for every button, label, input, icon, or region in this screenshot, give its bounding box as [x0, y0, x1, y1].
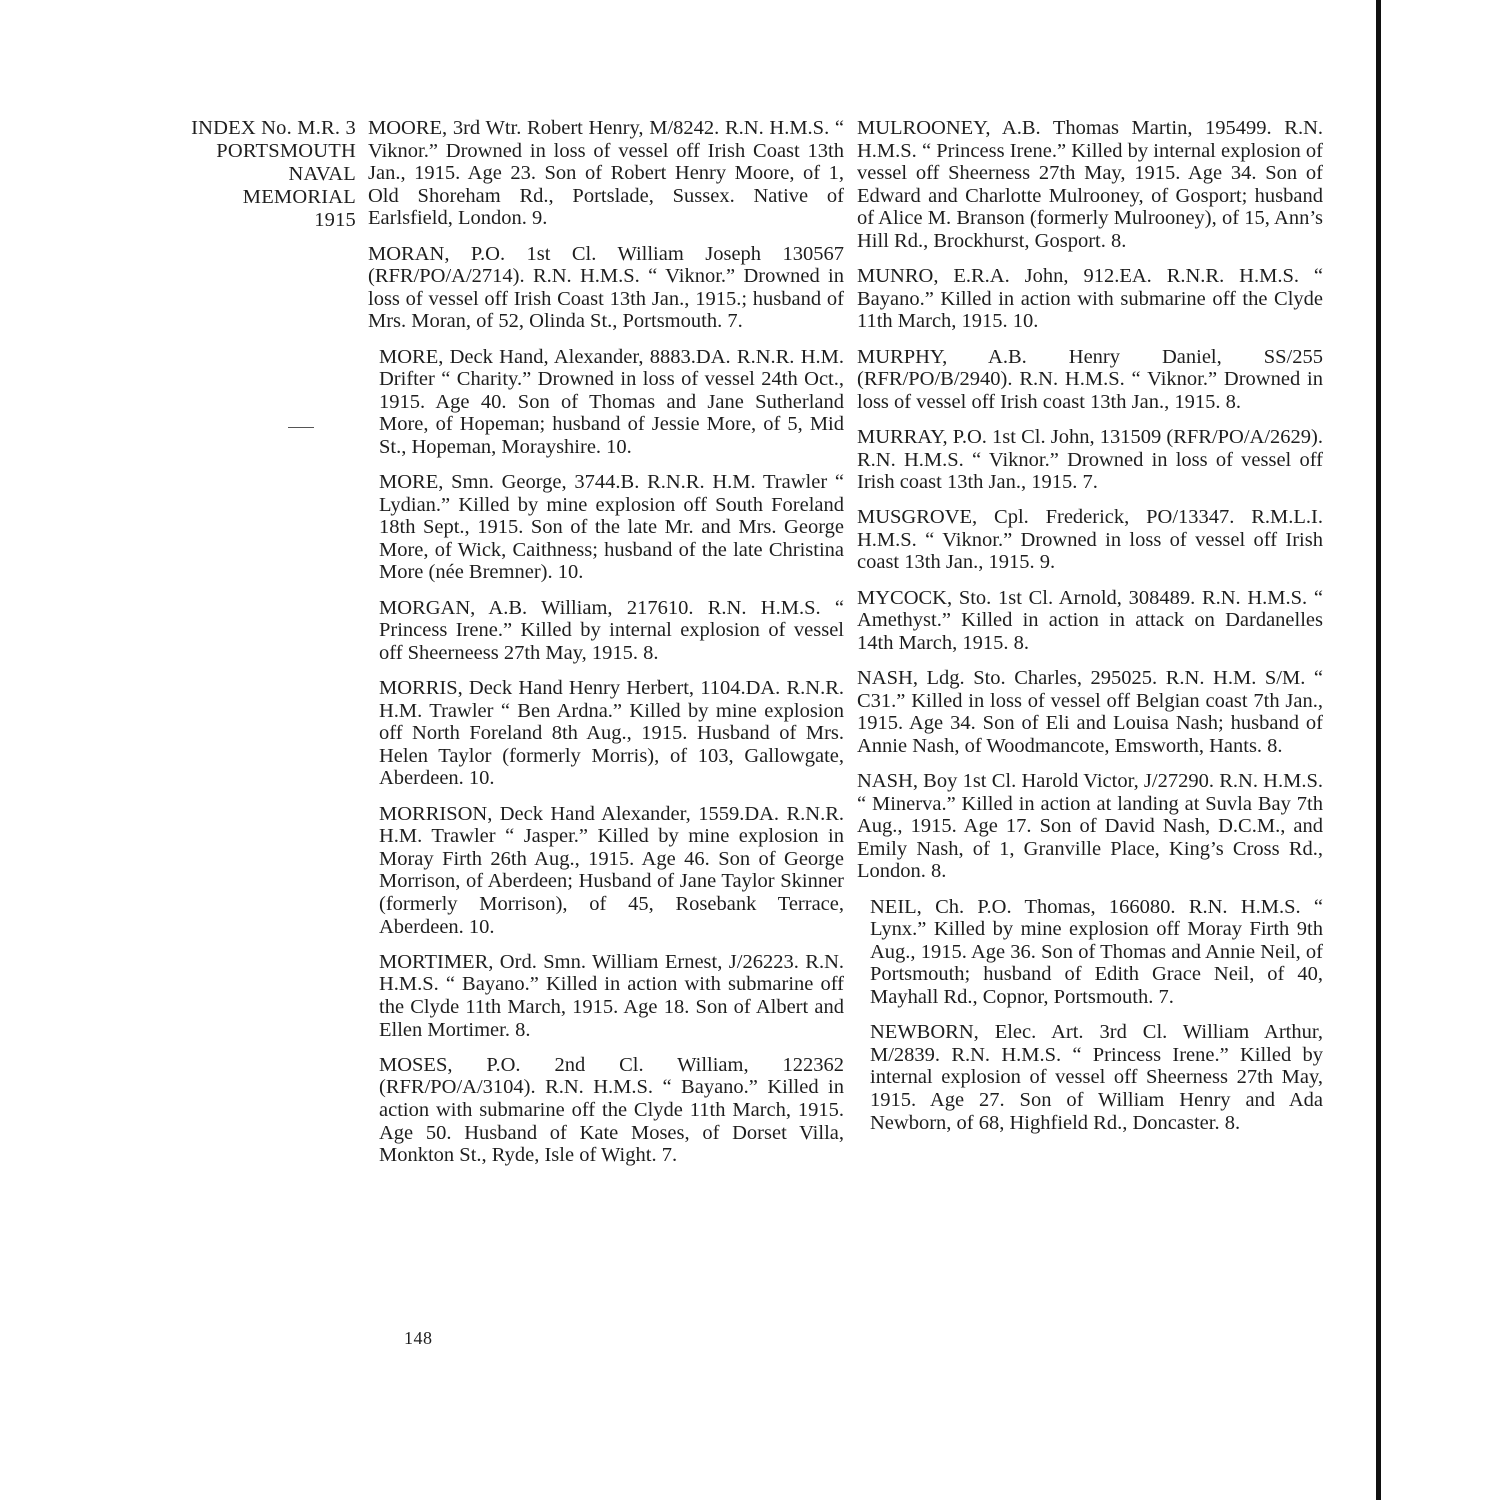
scan-edge — [1376, 0, 1500, 1500]
margin-dash — [288, 427, 314, 428]
entry-munro-john: MUNRO, E.R.A. John, 912.EA. R.N.R. H.M.S. “ Bayano.” Killed in action with submarine off the Clyde 11th March, 1915. 10. — [857, 265, 1323, 333]
page-number: 148 — [404, 1328, 433, 1348]
left-column — [368, 117, 844, 1179]
entry-morrison-alexander: MORRISON, Deck Hand Alexander, 1559.DA. R.N.R. H.M. Trawler “ Jasper.” Killed by mine explosion in Moray Firth 26th Aug., 1915. Age 46. Son of George Morrison, of Aberdeen; Husband of Jane Taylor Skinner (formerly Morrison), of 45, Rosebank Terrace, Aberdeen. 10. — [379, 802, 844, 938]
entry-more-george: MORE, Smn. George, 3744.B. R.N.R. H.M. Trawler “ Lydian.” Killed by mine explosion off South Foreland 18th Sept., 1915. Son of the late Mr. and Mrs. George More, of Wick, Caithness; husband of the late Christina More (née Bremner). 10. — [379, 471, 844, 584]
entry-more-alexander: MORE, Deck Hand, Alexander, 8883.DA. R.N.R. H.M. Drifter “ Charity.” Drowned in loss of vessel 24th Oct., 1915. Age 40. Son of Thomas and Jane Sutherland More, of Hopeman; husband of Jessie More, of 5, Mid St., Hopeman, Morayshire. 10. — [379, 345, 844, 458]
entry-murray-john: MURRAY, P.O. 1st Cl. John, 131509 (RFR/PO/A/2629). R.N. H.M.S. “ Viknor.” Drowned in loss of vessel off Irish coast 13th Jan., 1915. 7. — [857, 425, 1323, 494]
entry-moses-william: MOSES, P.O. 2nd Cl. William, 122362 (RFR/PO/A/3104). R.N. H.M.S. “ Bayano.” Killed in action with submarine off the Clyde 11th March, 1915. Age 50. Husband of Kate Moses, of Dorset Villa, Monkton St., Ryde, Isle of Wight. 7. — [379, 1053, 844, 1167]
index-number: INDEX No. M.R. 3 — [191, 117, 356, 139]
entry-mulrooney-thomas: MULROONEY, A.B. Thomas Martin, 195499. R.N. H.M.S. “ Princess Irene.” Killed by internal explosion of vessel off Sheerness 27th May, 1915. Age 34. Son of Edward and Charlotte Mulrooney, of Gosport; husband of Alice M. Branson (formerly Mulrooney), of 15, Ann’s Hill Rd., Brockhurst, Gosport. 8. — [857, 117, 1323, 252]
memorial-type-memorial: MEMORIAL — [242, 186, 356, 208]
index-margin-label — [150, 117, 356, 232]
entry-musgrove-frederick: MUSGROVE, Cpl. Frederick, PO/13347. R.M.L.I. H.M.S. “ Viknor.” Drowned in loss of vessel off Irish coast 13th Jan., 1915. 9. — [857, 506, 1323, 574]
entry-moore-robert: MOORE, 3rd Wtr. Robert Henry, M/8242. R.N. H.M.S. “ Viknor.” Drowned in loss of vessel off Irish Coast 13th Jan., 1915. Age 23. Son of Robert Henry Moore, of 1, Old Shoreham Rd., Portslade, Sussex. Native of Earlsfield, London. 9. — [368, 117, 844, 230]
entry-morris-henry: MORRIS, Deck Hand Henry Herbert, 1104.DA. R.N.R. H.M. Trawler “ Ben Ardna.” Killed by mine explosion off North Foreland 8th Aug., 1915. Husband of Mrs. Helen Taylor (formerly Morris), of 103, Gallowgate, Aberdeen. 10. — [379, 677, 844, 790]
entry-moran-william: MORAN, P.O. 1st Cl. William Joseph 130567 (RFR/PO/A/2714). R.N. H.M.S. “ Viknor.” Drowned in loss of vessel off Irish Coast 13th Jan., 1915.; husband of Mrs. Moran, of 52, Olinda St., Portsmouth. 7. — [368, 242, 844, 333]
entry-nash-charles: NASH, Ldg. Sto. Charles, 295025. R.N. H.M. S/M. “ C31.” Killed in loss of vessel off Belgian coast 7th Jan., 1915. Age 34. Son of Eli and Louisa Nash; husband of Annie Nash, of Woodmancote, Emsworth, Hants. 8. — [857, 667, 1323, 757]
entry-neil-thomas: NEIL, Ch. P.O. Thomas, 166080. R.N. H.M.S. “ Lynx.” Killed by mine explosion off Moray Firth 9th Aug., 1915. Age 36. Son of Thomas and Annie Neil, of Portsmouth; husband of Edith Grace Neil, of 40, Mayhall Rd., Copnor, Portsmouth. 7. — [870, 895, 1323, 1008]
memorial-location: PORTSMOUTH — [216, 140, 356, 162]
right-column — [857, 117, 1323, 1147]
entry-morgan-william: MORGAN, A.B. William, 217610. R.N. H.M.S. “ Princess Irene.” Killed by internal explosion of vessel off Sheerneess 27th May, 1915. 8. — [379, 596, 844, 664]
memorial-type-naval: NAVAL — [288, 163, 356, 185]
memorial-year: 1915 — [314, 209, 356, 231]
entry-mycock-arnold: MYCOCK, Sto. 1st Cl. Arnold, 308489. R.N. H.M.S. “ Amethyst.” Killed in action in attack on Dardanelles 14th March, 1915. 8. — [857, 586, 1323, 654]
entry-mortimer-william: MORTIMER, Ord. Smn. William Ernest, J/26223. R.N. H.M.S. “ Bayano.” Killed in action with submarine off the Clyde 11th March, 1915. Age 18. Son of Albert and Ellen Mortimer. 8. — [379, 950, 844, 1041]
entry-murphy-henry: MURPHY, A.B. Henry Daniel, SS/255 (RFR/PO/B/2940). R.N. H.M.S. “ Viknor.” Drowned in loss of vessel off Irish coast 13th Jan., 1915. 8. — [857, 345, 1323, 413]
entry-newborn-william: NEWBORN, Elec. Art. 3rd Cl. William Arthur, M/2839. R.N. H.M.S. “ Princess Irene.” Killed by internal explosion of vessel off Sheerness 27th May, 1915. Age 27. Son of William Henry and Ada Newborn, of 68, Highfield Rd., Doncaster. 8. — [870, 1021, 1323, 1134]
entry-nash-harold: NASH, Boy 1st Cl. Harold Victor, J/27290. R.N. H.M.S. “ Minerva.” Killed in action at landing at Suvla Bay 7th Aug., 1915. Age 17. Son of David Nash, D.C.M., and Emily Nash, of 1, Granville Place, King’s Cross Rd., London. 8. — [857, 770, 1323, 883]
